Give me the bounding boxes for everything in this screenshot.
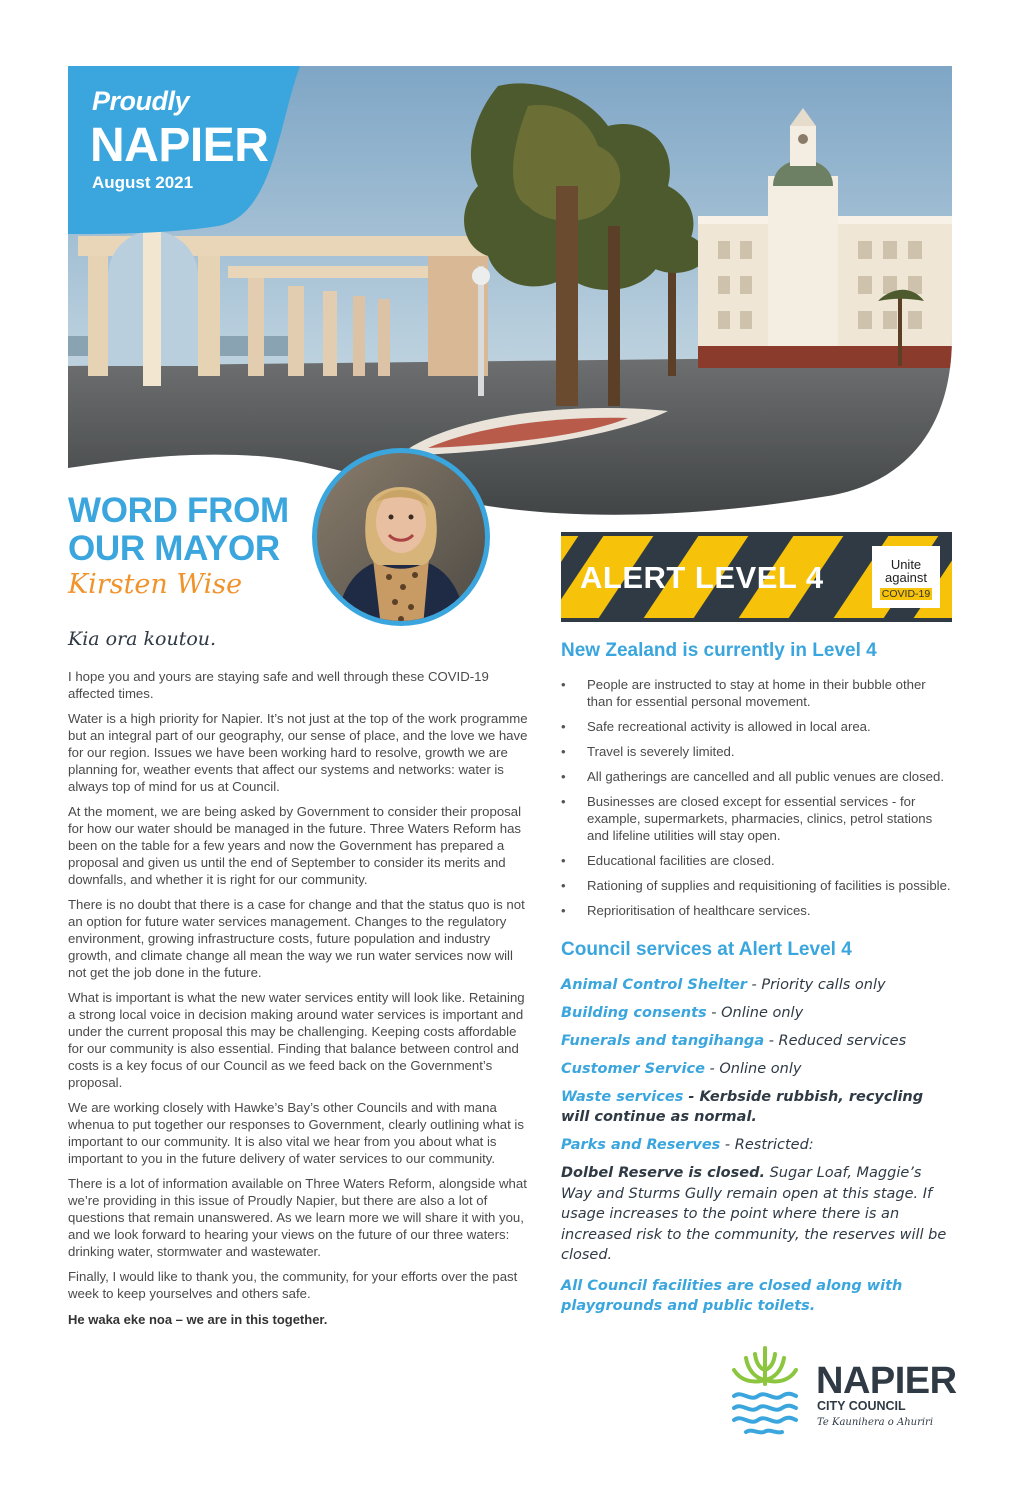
service-name: Building consents: [561, 1005, 707, 1021]
service-funerals: [561, 1031, 952, 1051]
service-detail: - Restricted:: [720, 1137, 814, 1153]
service-animal-control: [561, 975, 952, 995]
letter-paragraph: We are working closely with Hawke’s Bay’s other Councils and with mana whenua to put together our responses to Government, clearly outlining what is important to our community. It is also vital we hear from you about what is important to you in the future delivery of water services to our community.: [68, 1100, 524, 1166]
list-item: • Businesses are closed except for essential services - for example, supermarkets, pharmacies, clinics, petrol stations and lifeline utilities will stay open.: [561, 793, 952, 844]
letter-paragraph: There is a lot of information available on Three Waters Reform, alongside what we’re providing in this issue of Proudly Napier, but there are also a lot of questions that remain unanswered. As we learn more we will share it with you, and we look forward to hearing your views on the future of our three waters: drinking water, stormwater and wastewater.: [68, 1176, 527, 1259]
dolbel-reserve-note: [561, 1163, 952, 1266]
dolbel-rest: Sugar Loaf, Maggie’s Way and Sturms Gully remain open at this stage. If usage increases to the point where there is an increased risk to the community, the reserves will be closed.: [561, 1165, 947, 1263]
service-detail: - Online only: [706, 1005, 804, 1021]
letter-paragraph: Finally, I would like to thank you, the community, for your efforts over the past week to keep yourselves and others safe.: [68, 1269, 518, 1301]
list-item: • Safe recreational activity is allowed in local area.: [561, 718, 952, 735]
letter-paragraph: At the moment, we are being asked by Government to consider their proposal for how our water should be managed in the future. Three Waters Reform has been on the table for a few years and now the Government has prepared a proposal and given us until the end of September to consider its merits and downfalls, and whether it is right for our community.: [68, 804, 522, 887]
letter-closing: He waka eke noa – we are in this together.: [68, 1312, 328, 1327]
service-building-consents: [561, 1003, 952, 1023]
fern-waves-icon: [730, 1344, 810, 1436]
mayor-letter: [68, 628, 530, 1327]
alert-level-text: ALERT LEVEL 4: [580, 560, 824, 595]
service-name: Funerals and tangihanga: [561, 1033, 765, 1049]
unite-against-covid-badge: [872, 546, 940, 608]
mayor-portrait-illustration: [311, 447, 491, 627]
service-name: Animal Control Shelter: [561, 977, 747, 993]
mayor-name: Kirsten Wise: [68, 569, 243, 600]
level4-list: [561, 676, 952, 919]
alert-info-column: [561, 640, 952, 1317]
dolbel-bold: Dolbel Reserve is closed.: [561, 1165, 765, 1181]
mayor-portrait: [311, 447, 491, 627]
service-detail: - Kerbside rubbish, recycling will continue as normal.: [561, 1089, 924, 1125]
service-name: Customer Service: [561, 1061, 705, 1077]
letter-paragraph: There is no doubt that there is a case for change and that the status quo is not an option for future water services management. Changes to the regulatory environment, growing infrastructure costs, future population and industry growth, and climate change all mean the way we run water services now will not get the job done in the future.: [68, 897, 525, 980]
masthead-title: NAPIER: [90, 119, 269, 172]
list-item: • People are instructed to stay at home in their bubble other than for essential personal movement.: [561, 676, 952, 710]
service-name: Parks and Reserves: [561, 1137, 721, 1153]
badge-line1: Unite: [890, 557, 922, 572]
level4-heading: New Zealand is currently in Level 4: [561, 640, 877, 661]
service-waste: [561, 1087, 952, 1127]
facilities-closed-note: All Council facilities are closed along with playgrounds and public toilets.: [561, 1277, 903, 1314]
logo-title: NAPIER: [816, 1360, 957, 1402]
badge-line2: against: [885, 570, 927, 585]
service-detail: - Priority calls only: [746, 977, 886, 993]
masthead-date: August 2021: [92, 173, 194, 192]
service-detail: - Reduced services: [764, 1033, 907, 1049]
list-item: • All gatherings are cancelled and all public venues are closed.: [561, 768, 952, 785]
council-services-heading: Council services at Alert Level 4: [561, 939, 852, 960]
letter-paragraph: Water is a high priority for Napier. It’s not just at the top of the work programme but an integral part of our geography, our sense of place, and the love we have for our region. Issues we have been working hard to resolve, growth we are planning for, weather events that affect our systems and networks: water is always top of mind for us at Council.: [68, 711, 528, 794]
list-item: • Educational facilities are closed.: [561, 852, 952, 869]
list-item: • Rationing of supplies and requisitioning of facilities is possible.: [561, 877, 952, 894]
logo-maori-name: Te Kaunihera o Ahuriri: [817, 1417, 934, 1428]
list-item: • Travel is severely limited.: [561, 743, 952, 760]
letter-paragraph: What is important is what the new water services entity will look like. Retaining a strong local voice in decision making around water services is important and under the current proposal this may be challenging. Keeping costs affordable for our community is also essential. Finding that balance between control and costs is a key focus of our Council as we feed back on the Government’s proposal.: [68, 990, 525, 1090]
logo-subtitle: CITY COUNCIL: [817, 1399, 906, 1413]
service-parks: [561, 1135, 952, 1155]
letter-paragraph: I hope you and yours are staying safe and well through these COVID-19 affected times.: [68, 669, 489, 701]
service-name: Waste services: [561, 1089, 684, 1105]
mayor-heading: [68, 492, 318, 568]
mayor-heading-line1: WORD FROM: [68, 491, 289, 530]
service-customer-service: [561, 1059, 952, 1079]
badge-line3: COVID-19: [881, 588, 931, 600]
masthead-proudly: Proudly: [92, 86, 190, 116]
mayor-heading-line2: OUR MAYOR: [68, 529, 280, 568]
list-item: • Reprioritisation of healthcare services.: [561, 902, 952, 919]
masthead: [68, 66, 308, 236]
greeting: Kia ora koutou.: [68, 628, 217, 650]
service-detail: - Online only: [704, 1061, 802, 1077]
